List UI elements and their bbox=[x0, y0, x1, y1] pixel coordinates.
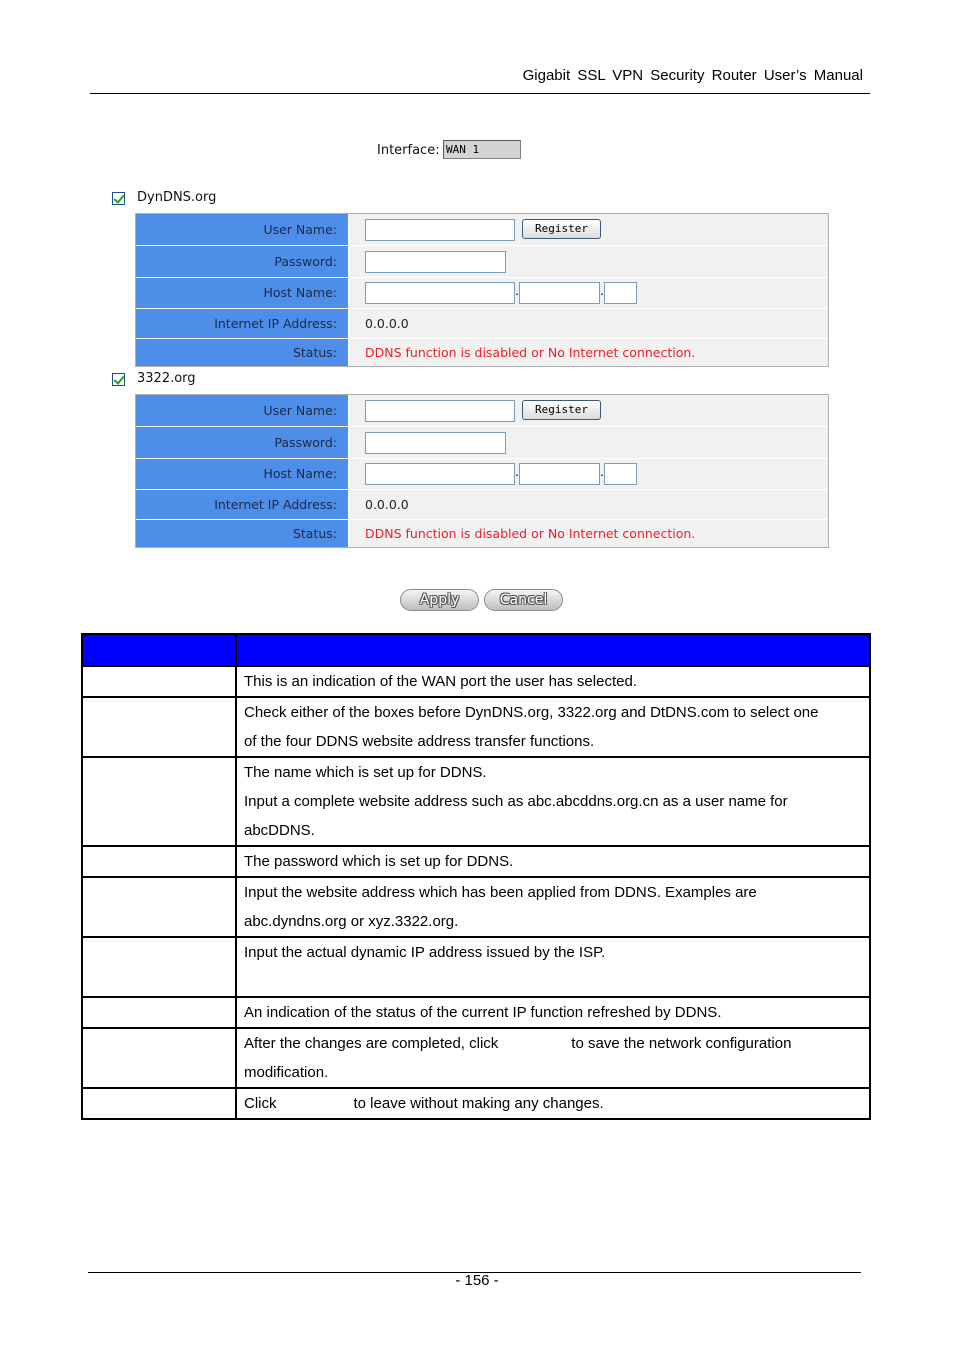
dyndns-label: DynDNS.org bbox=[137, 190, 217, 205]
host-separator: . bbox=[515, 465, 519, 479]
interface-label: Interface: bbox=[377, 143, 440, 158]
host-separator: . bbox=[515, 284, 519, 298]
3322-host-part2-input[interactable] bbox=[519, 463, 600, 485]
table-row bbox=[82, 937, 870, 997]
table-cell-term bbox=[82, 937, 236, 997]
interface-select[interactable]: WAN 1 bbox=[443, 140, 521, 159]
table-cell-term bbox=[82, 877, 236, 937]
desc-line: The name which is set up for DDNS. bbox=[244, 764, 487, 781]
form-row-ip bbox=[136, 490, 828, 520]
table-row bbox=[82, 997, 870, 1028]
table-header-cell bbox=[236, 634, 870, 666]
3322-password-input[interactable] bbox=[365, 432, 506, 454]
3322-register-button[interactable]: Register bbox=[522, 400, 601, 420]
desc-line: After the changes are completed, click bbox=[244, 1035, 499, 1052]
desc-line: abc.dyndns.org or xyz.3322.org. bbox=[244, 913, 459, 930]
table-row bbox=[82, 846, 870, 877]
desc-line: of the four DDNS website address transfer functions. bbox=[244, 733, 595, 750]
password-label: Password: bbox=[136, 246, 349, 277]
desc-line: This is an indication of the WAN port the user has selected. bbox=[244, 673, 637, 690]
host-separator: . bbox=[600, 284, 604, 298]
user-name-label: User Name: bbox=[136, 395, 349, 426]
desc-line: Input a complete website address such as abc.abcddns.org.cn as a user name for bbox=[244, 793, 788, 810]
dyndns-ip-value: 0.0.0.0 bbox=[365, 316, 409, 331]
host-name-label: Host Name: bbox=[136, 459, 349, 489]
table-cell-term bbox=[82, 1028, 236, 1088]
table-header-row bbox=[82, 634, 870, 666]
table-cell-desc bbox=[236, 757, 870, 846]
user-name-label: User Name: bbox=[136, 214, 349, 245]
desc-line: An indication of the status of the current IP function refreshed by DDNS. bbox=[244, 1004, 722, 1021]
desc-line: Input the website address which has been applied from DDNS. Examples are bbox=[244, 884, 757, 901]
status-label: Status: bbox=[136, 520, 349, 547]
table-row bbox=[82, 1088, 870, 1119]
form-row-password bbox=[136, 246, 828, 278]
dyndns-host-part1-input[interactable] bbox=[365, 282, 515, 304]
desc-line: Click bbox=[244, 1095, 277, 1112]
host-name-label: Host Name: bbox=[136, 278, 349, 308]
3322-user-name-input[interactable] bbox=[365, 400, 515, 422]
host-separator: . bbox=[600, 465, 604, 479]
3322-host-part1-input[interactable] bbox=[365, 463, 515, 485]
manual-title: Gigabit SSL VPN Security Router User’s Manual bbox=[522, 67, 863, 84]
form-row-status bbox=[136, 520, 828, 547]
dyndns-form-table bbox=[135, 213, 829, 367]
table-row bbox=[82, 757, 870, 846]
3322-checkbox[interactable] bbox=[112, 373, 125, 386]
table-cell-desc bbox=[236, 666, 870, 697]
dyndns-status-value: DDNS function is disabled or No Internet connection. bbox=[365, 345, 696, 360]
form-row-host-name bbox=[136, 459, 828, 490]
form-row-host-name bbox=[136, 278, 828, 309]
table-cell-desc bbox=[236, 877, 870, 937]
desc-line: modification. bbox=[244, 1064, 329, 1081]
table-cell-term bbox=[82, 1088, 236, 1119]
form-row-user-name bbox=[136, 395, 828, 427]
desc-line: Check either of the boxes before DynDNS.org, 3322.org and DtDNS.com to select one bbox=[244, 704, 819, 721]
page-number: - 156 - bbox=[455, 1272, 499, 1289]
status-label: Status: bbox=[136, 339, 349, 366]
table-cell-term bbox=[82, 846, 236, 877]
dyndns-host-part2-input[interactable] bbox=[519, 282, 600, 304]
dyndns-user-name-input[interactable] bbox=[365, 219, 515, 241]
apply-button[interactable]: Apply bbox=[400, 589, 479, 611]
table-cell-desc bbox=[236, 1028, 870, 1088]
3322-form-table bbox=[135, 394, 829, 548]
desc-line: Input the actual dynamic IP address issued by the ISP. bbox=[244, 944, 606, 961]
dyndns-password-input[interactable] bbox=[365, 251, 506, 273]
table-cell-term bbox=[82, 666, 236, 697]
table-cell-term bbox=[82, 757, 236, 846]
ip-label: Internet IP Address: bbox=[136, 490, 349, 519]
dyndns-checkbox[interactable] bbox=[112, 192, 125, 205]
table-cell-desc bbox=[236, 937, 870, 997]
dyndns-host-part3-input[interactable] bbox=[604, 282, 637, 304]
desc-line: abcDDNS. bbox=[244, 822, 315, 839]
table-row bbox=[82, 1028, 870, 1088]
3322-status-value: DDNS function is disabled or No Internet connection. bbox=[365, 526, 696, 541]
table-cell-desc bbox=[236, 1088, 870, 1119]
3322-host-part3-input[interactable] bbox=[604, 463, 637, 485]
table-cell-desc bbox=[236, 697, 870, 757]
table-row bbox=[82, 666, 870, 697]
table-cell-term bbox=[82, 697, 236, 757]
form-row-ip bbox=[136, 309, 828, 339]
table-row bbox=[82, 877, 870, 937]
desc-line: to save the network configuration bbox=[571, 1035, 792, 1052]
cancel-button[interactable]: Cancel bbox=[484, 589, 563, 611]
desc-line: to leave without making any changes. bbox=[353, 1095, 604, 1112]
3322-label: 3322.org bbox=[137, 371, 196, 386]
header-rule bbox=[90, 93, 870, 94]
table-cell-desc bbox=[236, 846, 870, 877]
table-cell-desc bbox=[236, 997, 870, 1028]
table-row bbox=[82, 697, 870, 757]
3322-ip-value: 0.0.0.0 bbox=[365, 497, 409, 512]
desc-line: The password which is set up for DDNS. bbox=[244, 853, 514, 870]
password-label: Password: bbox=[136, 427, 349, 458]
table-cell-term bbox=[82, 997, 236, 1028]
table-header-cell bbox=[82, 634, 236, 666]
field-description-table bbox=[81, 633, 871, 1120]
ip-label: Internet IP Address: bbox=[136, 309, 349, 338]
dyndns-register-button[interactable]: Register bbox=[522, 219, 601, 239]
form-row-user-name bbox=[136, 214, 828, 246]
form-row-password bbox=[136, 427, 828, 459]
form-row-status bbox=[136, 339, 828, 366]
